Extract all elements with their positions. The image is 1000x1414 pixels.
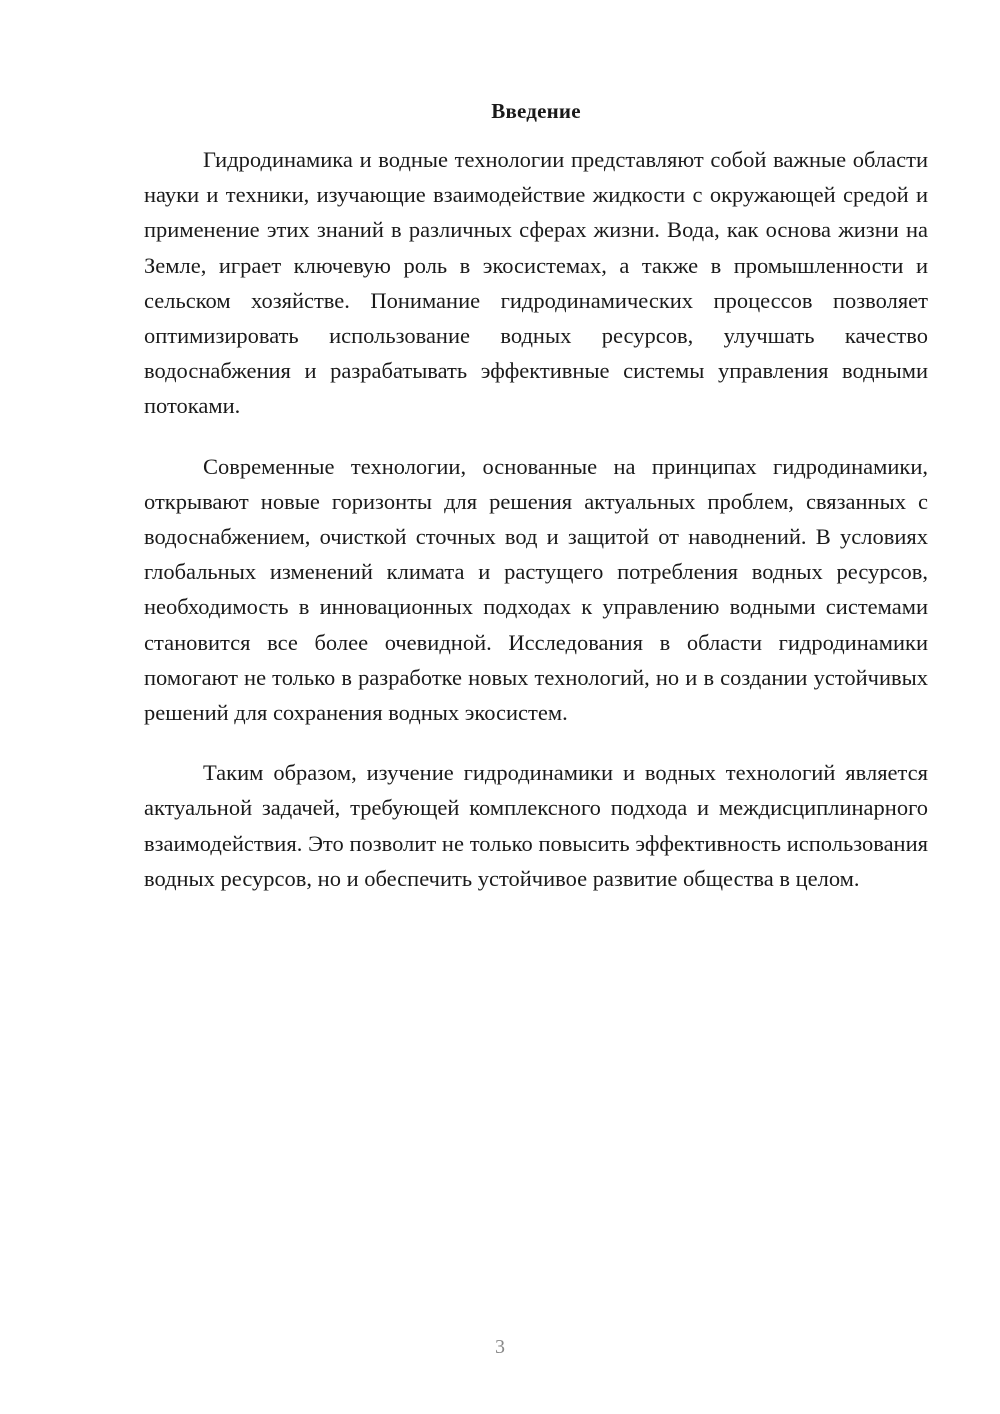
document-body: [144, 96, 928, 921]
section-title: Введение: [491, 99, 581, 123]
paragraph-3: Таким образом, изучение гидродинамики и водных технологий является актуальной задачей, требующей комплексного подхода и междисциплинарного взаимодействия. Это позволит не только повысить эффективность использования водных ресурсов, но и обеспечить устойчивое развитие общества в целом.: [144, 760, 928, 891]
paragraph-2: Современные технологии, основанные на принципах гидродинамики, открывают новые горизонты для решения актуальных проблем, связанных с водоснабжением, очисткой сточных вод и защитой от наводнений. В условиях глобальных изменений климата и растущего потребления водных ресурсов, необходимость в инновационных подходах к управлению водными системами становится все более очевидной. Исследования в области гидродинамики помогают не только в разработке новых технологий, но и в создании устойчивых решений для сохранения водных экосистем.: [144, 453, 928, 726]
page-number: 3: [495, 1336, 505, 1358]
paragraph-1: Гидродинамика и водные технологии представляют собой важные области науки и техники, изучающие взаимодействие жидкости с окружающей средой и применение этих знаний в различных сферах жизни. Вода, как основа жизни на Земле, играет ключевую роль в экосистемах, а также в промышленности и сельском хозяйстве. Понимание гидродинамических процессов позволяет оптимизировать использование водных ресурсов, улучшать качество водоснабжения и разрабатывать эффективные системы управления водными потоками.: [144, 147, 928, 419]
